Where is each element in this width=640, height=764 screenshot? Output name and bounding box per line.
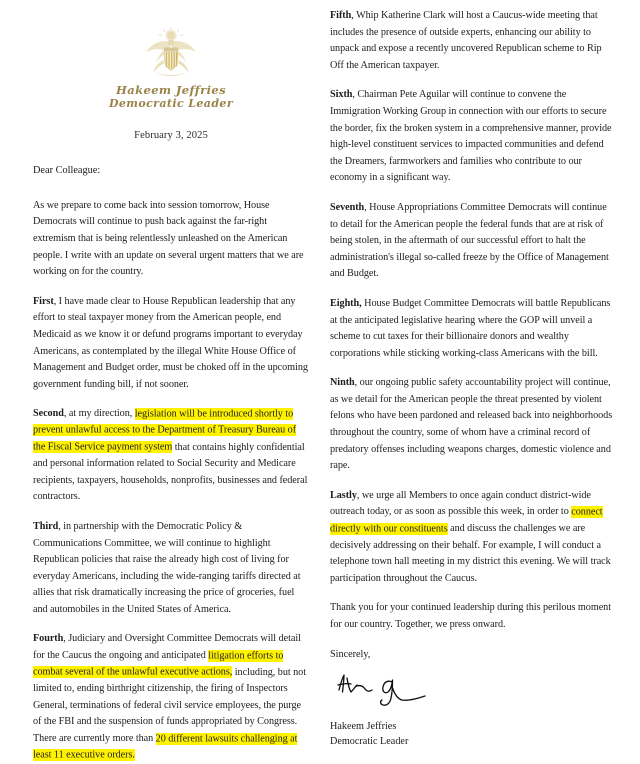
salutation: Dear Colleague: bbox=[33, 164, 101, 176]
left-column bbox=[33, 0, 309, 761]
paragraph-text: that contains highly confidential and personal information related to Social Security and Medicare recipients, taxpayers, households, nonprofits, businesses and federal contractors. bbox=[33, 441, 308, 503]
paragraph-lastly bbox=[330, 488, 613, 588]
closing-block bbox=[330, 647, 613, 750]
paragraph-lead-word: Fifth bbox=[330, 10, 352, 21]
paragraph-lead-word: Second bbox=[33, 408, 64, 420]
paragraph-lead-word: Lastly bbox=[330, 489, 357, 501]
paragraph-text: , Whip Katherine Clark will host a Caucus-wide meeting that includes the presence of outside experts, enhancing our ability to unpack and expose a recently uncovered Republican scheme to Rip Off the American taxpayer. bbox=[330, 10, 602, 71]
highlighted-text: litigation efforts to combat several of the unlawful executive actions, bbox=[33, 650, 284, 678]
left-column-body bbox=[33, 198, 309, 764]
paragraph-text: and discuss the challenges we are decisively addressing on their behalf. For example, I will conduct a telephone town hall meeting in my district this evening. We will track participation throughout the Caucus. bbox=[330, 523, 611, 584]
highlighted-text: connect directly with our constituents bbox=[330, 506, 603, 535]
paragraph-second bbox=[33, 406, 309, 506]
letter-date: February 3, 2025 bbox=[134, 129, 208, 141]
paragraph-text: , Chairman Pete Aguilar will continue to convene the Immigration Working Group in connection with our efforts to secure the border, fix the broken system in a comprehensive manner, provide high-level constituent services to impacted communities and defend the Dreamers, farmworkers and families who contribute to our economy in a significant way. bbox=[330, 89, 612, 184]
signer-name: Hakeem Jeffries bbox=[330, 721, 397, 733]
right-column-body bbox=[330, 8, 613, 634]
paragraph-text: , we urge all Members to once again conduct district-wide outreach today, or as soon as possible this week, in order to bbox=[330, 489, 591, 518]
paragraph-ninth bbox=[330, 375, 613, 475]
paragraph-lead-word: Third bbox=[33, 520, 59, 532]
paragraph-lead-word: First bbox=[33, 295, 54, 307]
paragraph-lead-word: Seventh bbox=[330, 201, 365, 213]
paragraph-text: including, but not limited to, ending birthright citizenship, the firing of Inspectors General, terminations of federal civil service employees, the purge of the FBI and the suspension of funds appropriated by Congress. There are currently more than bbox=[33, 666, 307, 745]
paragraph-sixth bbox=[330, 87, 613, 187]
paragraph-thanks bbox=[330, 600, 613, 633]
paragraph-text: , in partnership with the Democratic Policy & Communications Committee, we will continue to highlight Republican policies that raise the already high cost of living for everyday Americans, including the wide-ranging tariffs directed at allies that risk dramatically increasing the price of groceries, fuel and automobiles in the United States of America. bbox=[33, 520, 301, 615]
paragraph-text: House Budget Committee Democrats will battle Republicans at the anticipated legislative hearing where the GOP will unveil a scheme to cut taxes for their billionaire donors and wealthy corporations while sticking working-class Americans with the bill. bbox=[330, 297, 611, 359]
paragraph-text: , at my direction, bbox=[63, 408, 135, 420]
right-column bbox=[330, 0, 613, 748]
paragraph-seventh bbox=[330, 200, 613, 283]
paragraph-lead-word: Sixth bbox=[330, 89, 353, 101]
paragraph-text: Thank you for your continued leadership during this perilous moment for our country. Together, we press onward. bbox=[330, 602, 611, 630]
paragraph-fourth bbox=[33, 631, 309, 764]
letterhead bbox=[33, 0, 309, 141]
signature-icon bbox=[336, 665, 456, 709]
paragraph-lead-word: Fourth bbox=[33, 633, 64, 645]
paragraph-third bbox=[33, 519, 309, 619]
paragraph-text: , Judiciary and Oversight Committee Democrats will detail for the Caucus the ongoing and anticipated bbox=[33, 633, 301, 662]
paragraph-intro bbox=[33, 198, 309, 281]
paragraph-text: As we prepare to come back into session tomorrow, House Democrats will continue to push back against the far-right extremism that is being relentlessly unleashed on the American people. I write with an update on several urgent matters that we are working on for the country. bbox=[33, 199, 304, 278]
paragraph-lead-word: Eighth, bbox=[330, 297, 362, 309]
letterhead-title: Democratic Leader bbox=[108, 96, 234, 110]
paragraph-eighth bbox=[330, 296, 613, 362]
letterhead-name: Hakeem Jeffries bbox=[116, 83, 226, 97]
signer-title: Democratic Leader bbox=[330, 736, 409, 748]
paragraph-text: , I have made clear to House Republican leadership that any effort to steal taxpayer money from the American people, end Medicaid as we know it or defund programs important to everyday Americans, as contemplated by the illegal White House Office of Management and Budget order, must be choked off in the upcoming government funding bill, if not sooner. bbox=[33, 295, 308, 390]
highlighted-text: legislation will be introduced shortly to prevent unlawful access to the Department of Treasury Bureau of the Fiscal Service payment system bbox=[33, 408, 297, 453]
us-house-seal-icon bbox=[140, 26, 202, 82]
paragraph-text: , our ongoing public safety accountability project will continue, as we detail for the American people the threat presented by violent felons who have been pardoned and released back into neighborhoods throughout the country, some of whom have a criminal record of predatory offenses including weapons charges, domestic violence and rape. bbox=[330, 377, 613, 472]
paragraph-lead-word: Ninth bbox=[330, 377, 355, 389]
paragraph-text: , House Appropriations Committee Democrats will continue to detail for the American people the federal funds that are at risk of being stolen, in the aftermath of our successful effort to halt the administration's illegal so-called freeze by the Office of Management and Budget. bbox=[330, 201, 609, 280]
closing-sincerely: Sincerely, bbox=[330, 648, 371, 660]
paragraph-first bbox=[33, 294, 309, 394]
highlighted-text: 20 different lawsuits challenging at least 11 executive orders. bbox=[33, 733, 298, 761]
paragraph-fifth bbox=[330, 8, 613, 74]
